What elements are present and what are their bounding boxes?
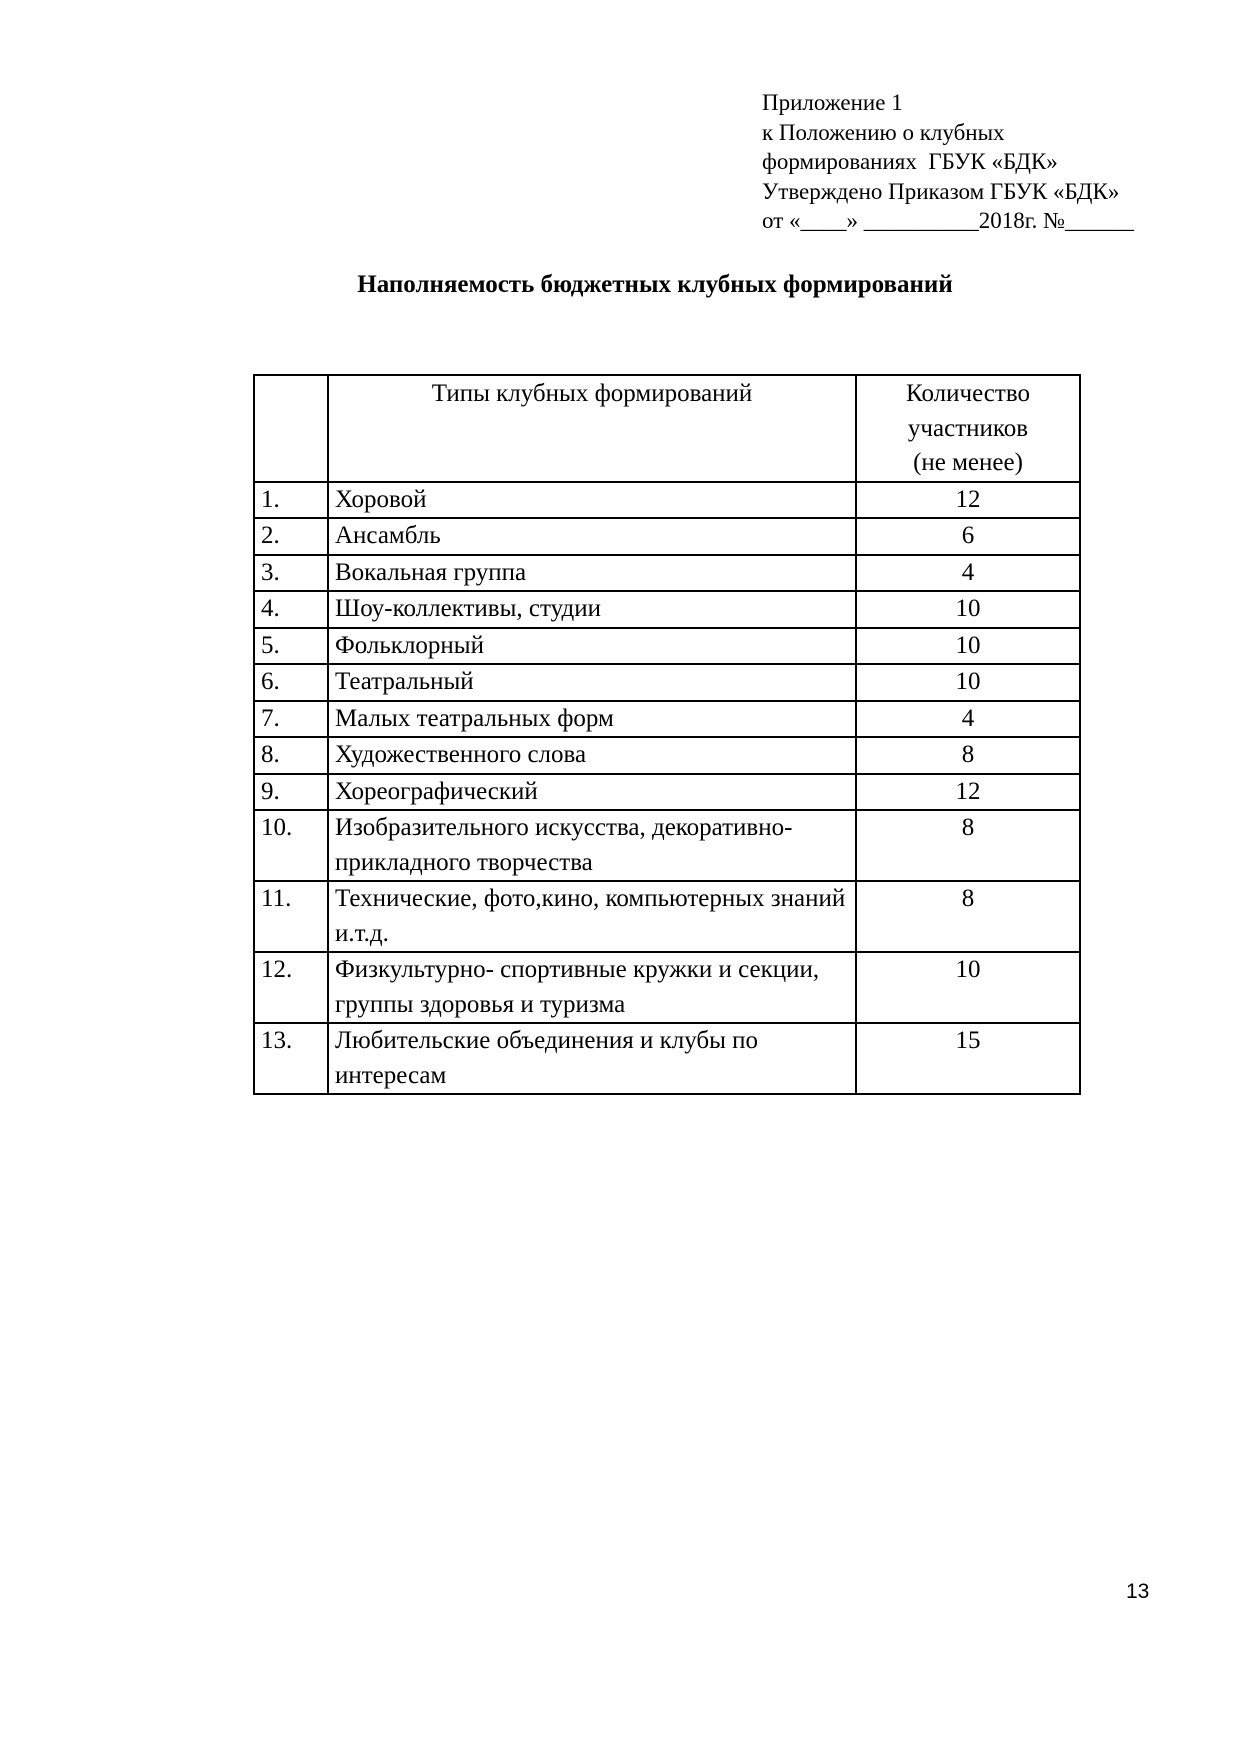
header-quantity-line: (не менее) [913,449,1023,476]
row-number: 9. [254,774,328,811]
header-number [254,375,328,482]
row-type: Ансамбль [328,518,856,555]
table-header-row [254,375,1080,482]
table-row [254,737,1080,774]
row-quantity: 6 [856,518,1080,555]
row-number: 3. [254,555,328,592]
appendix-line: Утверждено Приказом ГБУК «БДК» [762,178,1120,204]
table-row [254,591,1080,628]
row-type: Любительские объединения и клубы по интересам [328,1023,856,1094]
table-row [254,482,1080,519]
table-row [254,774,1080,811]
row-quantity: 10 [856,628,1080,665]
row-quantity: 10 [856,952,1080,1023]
row-type: Хоровой [328,482,856,519]
row-number: 6. [254,664,328,701]
row-quantity: 4 [856,701,1080,738]
row-type: Технические, фото,кино, компьютерных знаний и.т.д. [328,881,856,952]
row-type: Фольклорный [328,628,856,665]
row-number: 7. [254,701,328,738]
table-row [254,952,1080,1023]
table-row [254,701,1080,738]
row-type: Театральный [328,664,856,701]
row-quantity: 8 [856,737,1080,774]
table-row [254,881,1080,952]
row-quantity: 4 [856,555,1080,592]
header-quantity-line: Количество [906,380,1030,407]
row-type: Хореографический [328,774,856,811]
document-title: Наполняемость бюджетных клубных формирований [357,271,953,298]
row-type: Художественного слова [328,737,856,774]
header-type: Типы клубных формирований [328,375,856,482]
row-type: Изобразительного искусства, декоративно-прикладного творчества [328,810,856,881]
appendix-line: к Положению о клубных [762,119,1005,145]
row-number: 13. [254,1023,328,1094]
table-row [254,628,1080,665]
header-quantity [856,375,1080,482]
row-number: 2. [254,518,328,555]
row-number: 10. [254,810,328,881]
row-number: 4. [254,591,328,628]
table-row [254,555,1080,592]
appendix-line: от «____» __________2018г. №______ [762,208,1135,233]
row-number: 11. [254,881,328,952]
row-quantity: 10 [856,664,1080,701]
row-quantity: 8 [856,810,1080,881]
row-number: 12. [254,952,328,1023]
row-quantity: 12 [856,482,1080,519]
table-row [254,810,1080,881]
appendix-line: Приложение 1 [762,90,903,115]
row-number: 5. [254,628,328,665]
row-type: Вокальная группа [328,555,856,592]
row-type: Малых театральных форм [328,701,856,738]
row-number: 8. [254,737,328,774]
row-quantity: 15 [856,1023,1080,1094]
club-groups-table [253,374,1081,1095]
row-quantity: 10 [856,591,1080,628]
row-number: 1. [254,482,328,519]
appendix-block [762,88,1182,236]
row-quantity: 8 [856,881,1080,952]
row-quantity: 12 [856,774,1080,811]
page-number: 13 [1126,1580,1150,1603]
table-row [254,1023,1080,1094]
row-type: Шоу-коллективы, студии [328,591,856,628]
row-type: Физкультурно- спортивные кружки и секции, группы здоровья и туризма [328,952,856,1023]
appendix-line: формированиях ГБУК «БДК» [762,149,1058,174]
header-quantity-line: участников [907,414,1029,442]
table-row [254,664,1080,701]
table-row [254,518,1080,555]
